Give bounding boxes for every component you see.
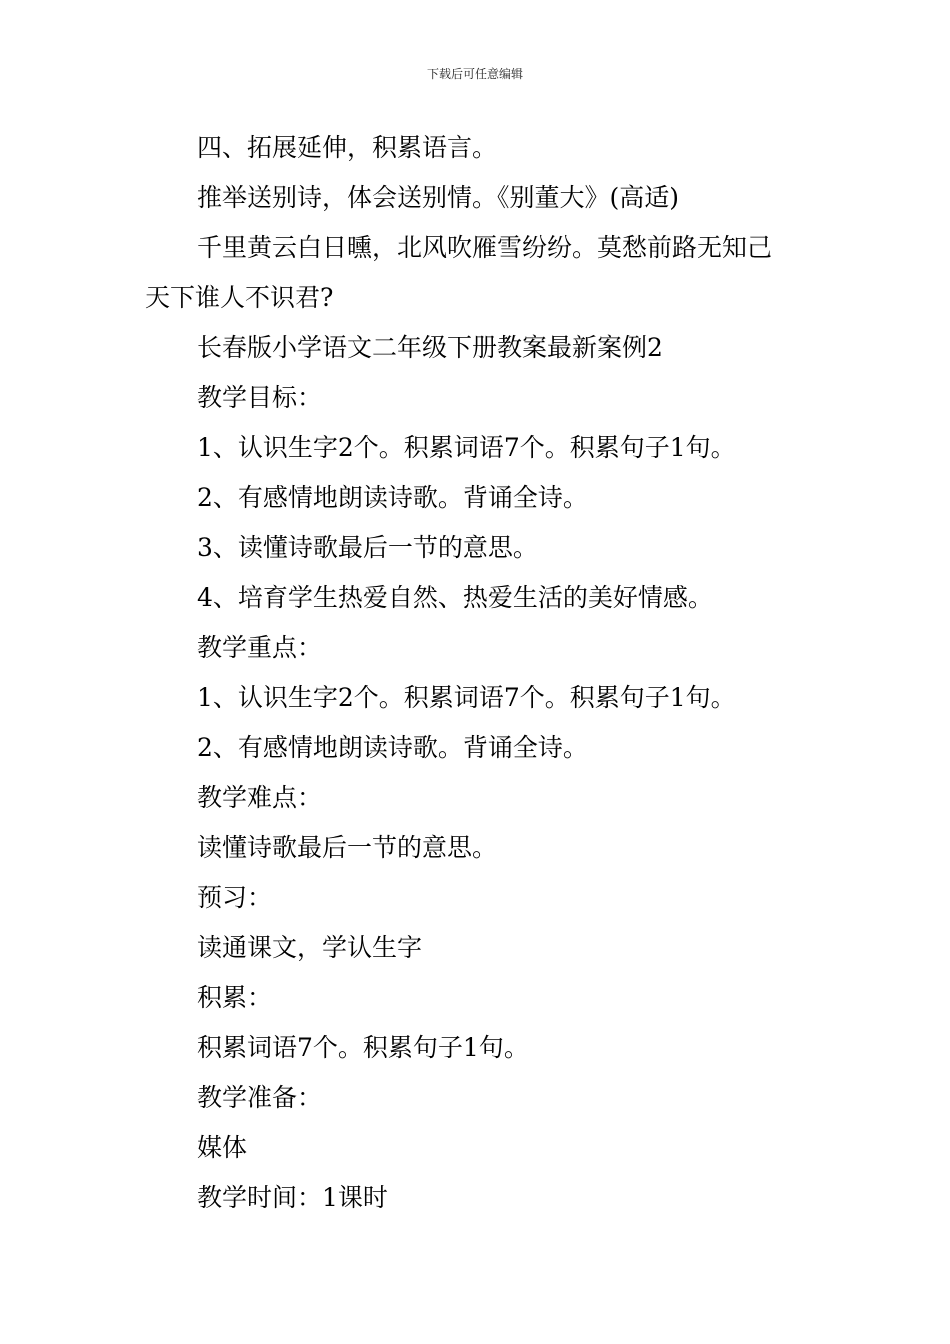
label-preview: 预习： (197, 883, 273, 912)
label-teaching-goals: 教学目标： (197, 383, 323, 412)
poem-line: 千里黄云白日曛，北风吹雁雪纷纷。莫愁前路无知己 (197, 233, 773, 262)
paragraph: 读懂诗歌最后一节的意思。 (197, 833, 498, 862)
list-item: 2、有感情地朗读诗歌。背诵全诗。 (197, 483, 588, 512)
list-item: 3、读懂诗歌最后一节的意思。 (197, 533, 538, 562)
label-preparation: 教学准备： (197, 1083, 323, 1112)
label-teaching-time: 教学时间：1课时 (197, 1183, 388, 1212)
list-item: 1、认识生字2个。积累词语7个。积累句子1句。 (197, 433, 736, 462)
section-title: 长春版小学语文二年级下册教案最新案例2 (197, 333, 663, 362)
label-key-points: 教学重点： (197, 633, 323, 662)
paragraph: 媒体 (197, 1133, 248, 1162)
list-item: 4、培育学生热爱自然、热爱生活的美好情感。 (197, 583, 713, 612)
paragraph: 推举送别诗，体会送别情。《别董大》(高适) (197, 183, 680, 212)
paragraph: 积累词语7个。积累句子1句。 (197, 1033, 529, 1062)
section-heading: 四、拓展延伸，积累语言。 (197, 133, 498, 162)
label-difficulties: 教学难点： (197, 783, 323, 812)
list-item: 1、认识生字2个。积累词语7个。积累句子1句。 (197, 683, 736, 712)
label-accumulation: 积累： (197, 983, 273, 1012)
paragraph: 读通课文，学认生字 (197, 933, 423, 962)
page-header: 下载后可任意编辑 (426, 67, 523, 81)
list-item: 2、有感情地朗读诗歌。背诵全诗。 (197, 733, 588, 762)
poem-line-continued: 天下谁人不识君? (145, 283, 334, 312)
